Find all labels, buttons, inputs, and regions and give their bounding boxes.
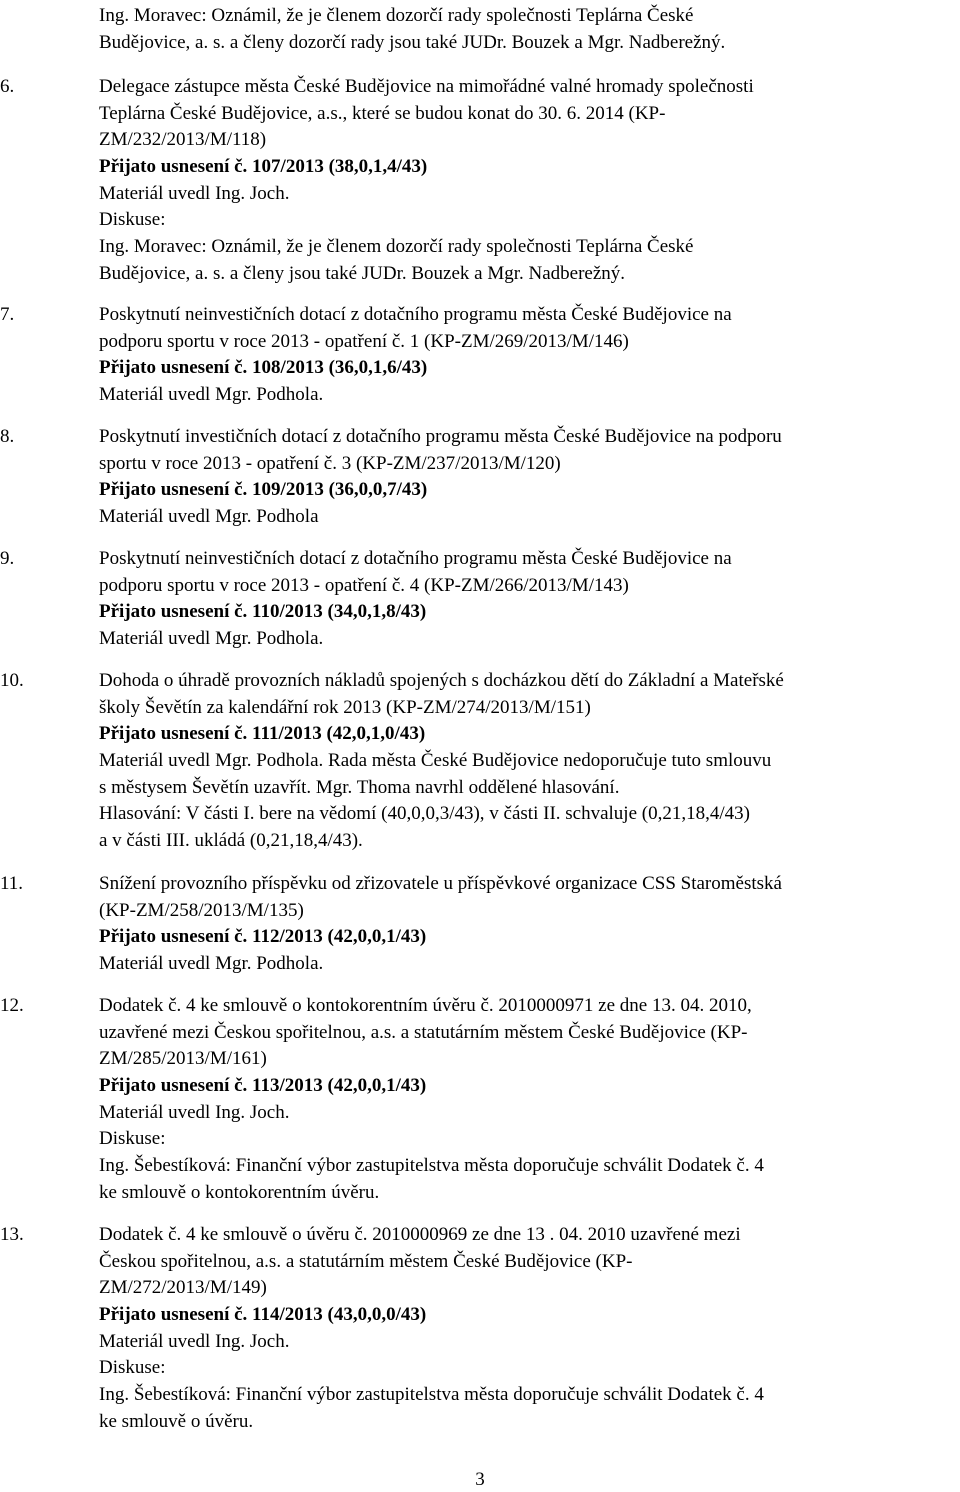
item-number: 7.: [0, 304, 15, 325]
item-title-line: školy Ševětín za kalendářní rok 2013 (KP-ZM/274/2013/M/151): [99, 697, 591, 718]
item-title-line: podporu sportu v roce 2013 - opatření č. 4 (KP-ZM/266/2013/M/143): [99, 575, 629, 596]
resolution: Přijato usnesení č. 108/2013 (36,0,1,6/43): [99, 357, 428, 378]
item-title-line: Dodatek č. 4 ke smlouvě o úvěru č. 2010000969 ze dne 13 . 04. 2010 uzavřené mezi: [99, 1224, 741, 1245]
discussion-label: Diskuse:: [99, 1357, 166, 1378]
note-line: s městysem Ševětín uzavřít. Mgr. Thoma navrhl oddělené hlasování.: [99, 777, 620, 798]
item-number: 13.: [0, 1224, 24, 1245]
text-line: Budějovice, a. s. a členy dozorčí rady jsou také JUDr. Bouzek a Mgr. Nadberežný.: [99, 32, 726, 53]
material-note: Materiál uvedl Mgr. Podhola.: [99, 628, 324, 649]
item-title-line: Českou spořitelnou, a.s. a statutárním městem České Budějovice (KP-: [99, 1251, 633, 1272]
material-note: Materiál uvedl Mgr. Podhola.: [99, 384, 324, 405]
item-number: 12.: [0, 995, 24, 1016]
item-title-line: Delegace zástupce města České Budějovice na mimořádné valné hromady společnosti: [99, 76, 754, 97]
resolution: Přijato usnesení č. 111/2013 (42,0,1,0/43): [99, 723, 426, 744]
discussion-line: ke smlouvě o kontokorentním úvěru.: [99, 1182, 380, 1203]
item-title-line: podporu sportu v roce 2013 - opatření č. 1 (KP-ZM/269/2013/M/146): [99, 331, 629, 352]
item-title-line: Dodatek č. 4 ke smlouvě o kontokorentním úvěru č. 2010000971 ze dne 13. 04. 2010,: [99, 995, 752, 1016]
resolution: Přijato usnesení č. 112/2013 (42,0,0,1/43): [99, 926, 427, 947]
item-number: 6.: [0, 76, 15, 97]
discussion-label: Diskuse:: [99, 1128, 166, 1149]
material-note: Materiál uvedl Mgr. Podhola.: [99, 953, 324, 974]
item-number: 10.: [0, 670, 24, 691]
text-line: Ing. Moravec: Oznámil, že je členem dozorčí rady společnosti Teplárna České: [99, 5, 694, 26]
item-number: 9.: [0, 548, 15, 569]
resolution: Přijato usnesení č. 113/2013 (42,0,0,1/43): [99, 1075, 427, 1096]
item-title-line: ZM/285/2013/M/161): [99, 1048, 267, 1069]
item-title-line: Dohoda o úhradě provozních nákladů spojených s docházkou dětí do Základní a Mateřské: [99, 670, 784, 691]
item-title-line: Poskytnutí neinvestičních dotací z dotačního programu města České Budějovice na: [99, 304, 732, 325]
item-title-line: uzavřené mezi Českou spořitelnou, a.s. a statutárním městem České Budějovice (KP-: [99, 1022, 748, 1043]
material-note: Materiál uvedl Ing. Joch.: [99, 183, 290, 204]
discussion-label: Diskuse:: [99, 209, 166, 230]
resolution: Přijato usnesení č. 109/2013 (36,0,0,7/43): [99, 479, 428, 500]
item-title-line: Teplárna České Budějovice, a.s., které se budou konat do 30. 6. 2014 (KP-: [99, 103, 666, 124]
item-title-line: Poskytnutí neinvestičních dotací z dotačního programu města České Budějovice na: [99, 548, 732, 569]
material-note: Materiál uvedl Mgr. Podhola: [99, 506, 319, 527]
item-title-line: (KP-ZM/258/2013/M/135): [99, 900, 304, 921]
material-note: Materiál uvedl Ing. Joch.: [99, 1331, 290, 1352]
item-title-line: ZM/272/2013/M/149): [99, 1277, 267, 1298]
resolution: Přijato usnesení č. 114/2013 (43,0,0,0/43): [99, 1304, 427, 1325]
resolution: Přijato usnesení č. 110/2013 (34,0,1,8/43): [99, 601, 427, 622]
material-note: Materiál uvedl Ing. Joch.: [99, 1102, 290, 1123]
item-number: 11.: [0, 873, 24, 894]
item-title-line: sportu v roce 2013 - opatření č. 3 (KP-ZM/237/2013/M/120): [99, 453, 561, 474]
discussion-line: Ing. Šebestíková: Finanční výbor zastupitelstva města doporučuje schválit Dodatek č. 4: [99, 1384, 764, 1405]
discussion-line: ke smlouvě o úvěru.: [99, 1411, 254, 1432]
item-title-line: ZM/232/2013/M/118): [99, 129, 267, 150]
item-number: 8.: [0, 426, 15, 447]
discussion-line: Ing. Šebestíková: Finanční výbor zastupitelstva města doporučuje schválit Dodatek č. 4: [99, 1155, 764, 1176]
item-title-line: Poskytnutí investičních dotací z dotačního programu města České Budějovice na podporu: [99, 426, 782, 447]
page-number: 3: [475, 1469, 485, 1490]
note-line: Materiál uvedl Mgr. Podhola. Rada města České Budějovice nedoporučuje tuto smlouvu: [99, 750, 772, 771]
item-title-line: Snížení provozního příspěvku od zřizovatele u příspěvkové organizace CSS Staroměstská: [99, 873, 782, 894]
discussion-line: Ing. Moravec: Oznámil, že je členem dozorčí rady společnosti Teplárna České: [99, 236, 694, 257]
voting-line: Hlasování: V části I. bere na vědomí (40,0,0,3/43), v části II. schvaluje (0,21,18,4/43): [99, 803, 750, 824]
discussion-line: Budějovice, a. s. a členy jsou také JUDr. Bouzek a Mgr. Nadberežný.: [99, 263, 626, 284]
resolution: Přijato usnesení č. 107/2013 (38,0,1,4/43): [99, 156, 428, 177]
voting-line: a v části III. ukládá (0,21,18,4/43).: [99, 830, 363, 851]
